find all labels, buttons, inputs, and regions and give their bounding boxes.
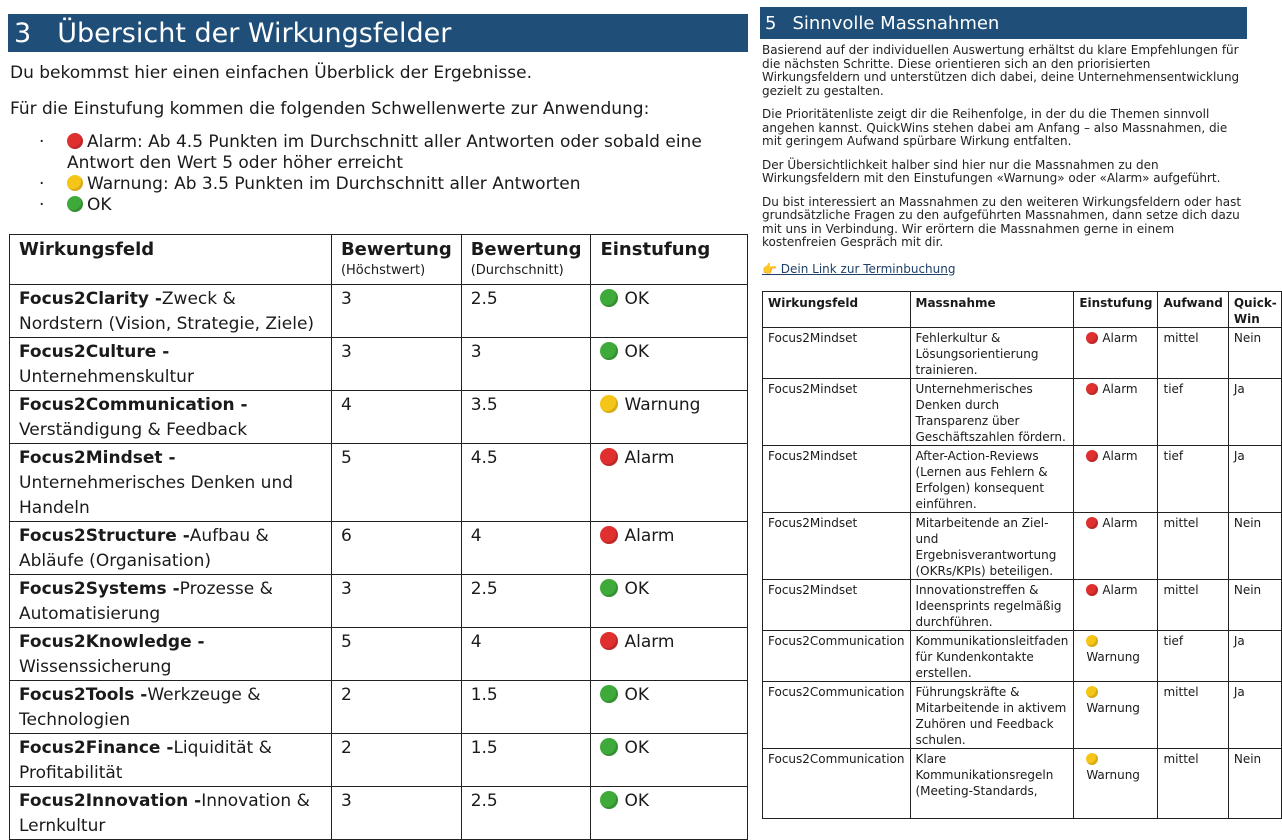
header-rating: Einstufung [591,235,748,285]
table-row [10,575,748,628]
table-row [10,391,748,444]
yellow-circle-icon [1086,635,1098,647]
section-number: 5 [765,12,777,34]
cell-rating: OK [591,734,748,787]
cell-measure: Unternehmerisches Denken durch Transparenz über Geschäftszahlen fördern. [910,379,1074,446]
section-title: Übersicht der Wirkungsfelder [57,17,452,49]
right-page [761,7,1247,276]
table-row [10,444,748,522]
booking-link[interactable]: 👉 Dein Link zur Terminbuchung [762,261,956,276]
green-circle-icon [600,738,618,756]
red-circle-icon [67,133,83,149]
cell-field: Focus2Innovation -Innovation & Lernkultur [10,787,332,840]
cell-quickwin: Ja [1228,446,1281,513]
table-row [763,328,1282,379]
cell-max: 3 [331,285,461,338]
cell-rating: OK [591,787,748,840]
cell-rating: OK [591,681,748,734]
cell-field: Focus2Knowledge -Wissenssicherung [10,628,332,681]
red-circle-icon [1086,450,1098,462]
cell-field: Focus2Mindset [763,446,911,513]
red-circle-icon [600,448,618,466]
threshold-item-ok: · OK [39,195,112,215]
green-circle-icon [600,289,618,307]
threshold-intro: Für die Einstufung kommen die folgenden Schwellenwerte zur Anwendung: [10,99,650,119]
cell-measure: Kommunikationsleitfaden für Kundenkontakte erstellen. [910,631,1074,682]
cell-quickwin: Ja [1228,682,1281,749]
header-field: Wirkungsfeld [763,292,911,328]
cell-field: Focus2Tools -Werkzeuge & Technologien [10,681,332,734]
cell-rating: OK [591,338,748,391]
red-circle-icon [1086,517,1098,529]
green-circle-icon [600,685,618,703]
header-measure: Massnahme [910,292,1074,328]
table-row [10,787,748,840]
header-effort: Aufwand [1158,292,1228,328]
table-row [763,682,1282,749]
table-row [10,522,748,575]
cell-avg: 4.5 [461,444,591,522]
cell-max: 4 [331,391,461,444]
section-number: 3 [14,17,32,49]
cell-effort: mittel [1158,580,1228,631]
cell-rating: Alarm [1074,328,1158,379]
cell-max: 5 [331,444,461,522]
cell-rating: OK [591,285,748,338]
table-row [10,338,748,391]
red-circle-icon [600,526,618,544]
threshold-item-alarm: · Alarm: Ab 4.5 Punkten im Durchschnitt aller Antworten oder sobald eine Antwort den Wert 5 oder höher erreicht [39,132,702,173]
cell-field: Focus2Structure -Aufbau & Abläufe (Organisation) [10,522,332,575]
table-row [763,379,1282,446]
cell-rating: Alarm [1074,513,1158,580]
cell-rating: Alarm [1074,580,1158,631]
table-row [10,681,748,734]
yellow-circle-icon [600,395,618,413]
header-avg: Bewertung (Durchschnitt) [461,235,591,285]
yellow-circle-icon [1086,753,1098,765]
cell-field: Focus2Mindset [763,580,911,631]
cell-rating: Alarm [1074,446,1158,513]
cell-field: Focus2Clarity -Zweck & Nordstern (Vision, Strategie, Ziele) [10,285,332,338]
cell-field: Focus2Culture -Unternehmenskultur [10,338,332,391]
red-circle-icon [1086,332,1098,344]
threshold-list [8,132,748,216]
section-3-heading [8,14,748,52]
section-title: Sinnvolle Massnahmen [792,12,1000,34]
table-row [763,749,1282,819]
red-circle-icon [1086,383,1098,395]
wirkungsfelder-table [9,234,748,840]
cell-avg: 2.5 [461,575,591,628]
cell-quickwin: Ja [1228,631,1281,682]
green-circle-icon [600,579,618,597]
green-circle-icon [600,342,618,360]
cell-rating: Warnung [1074,682,1158,749]
table-row [10,285,748,338]
table-row [10,628,748,681]
cell-rating: Warnung [1074,631,1158,682]
cell-field: Focus2Systems -Prozesse & Automatisierung [10,575,332,628]
cell-field: Focus2Communication [763,682,911,749]
cell-max: 2 [331,681,461,734]
paragraph-1: Basierend auf der individuellen Auswertung erhältst du klare Empfehlungen für die nächsten Schritte. Diese orientieren sich an den priorisierten Wirkungsfeldern und unterstützen dich dabei, deine Unternehmensentwicklung gezielt zu gestalten. [762,43,1240,98]
table-row [10,734,748,787]
cell-field: Focus2Mindset [763,379,911,446]
cell-field: Focus2Communication [763,631,911,682]
cell-rating: Alarm [591,522,748,575]
cell-avg: 3 [461,338,591,391]
table-header-row [763,292,1282,328]
cell-quickwin: Nein [1228,580,1281,631]
massnahmen-table [762,291,1282,819]
cell-rating: OK [591,575,748,628]
cell-effort: mittel [1158,682,1228,749]
cell-measure: Mitarbeitende an Ziel- und Ergebnisverantwortung (OKRs/KPIs) beteiligen. [910,513,1074,580]
header-field: Wirkungsfeld [10,235,332,285]
red-circle-icon [600,632,618,650]
cell-effort: mittel [1158,749,1228,819]
cell-avg: 2.5 [461,787,591,840]
paragraph-2: Die Prioritätenliste zeigt dir die Reihenfolge, in der du die Themen sinnvoll angehen kannst. QuickWins stehen dabei am Anfang – also Massnahmen, die mit geringem Aufwand spürbare Wirkung entfalten. [762,107,1228,148]
red-circle-icon [1086,584,1098,596]
table-row [763,513,1282,580]
header-quickwin: Quick-Win [1228,292,1281,328]
green-circle-icon [600,791,618,809]
table-row [763,631,1282,682]
cell-max: 3 [331,338,461,391]
yellow-circle-icon [1086,686,1098,698]
paragraph-3: Der Übersichtlichkeit halber sind hier nur die Massnahmen zu den Wirkungsfeldern mit den Einstufungen «Warnung» oder «Alarm» aufgeführt. [762,157,1221,185]
cell-measure: Führungskräfte & Mitarbeitende in aktivem Zuhören und Feedback schulen. [910,682,1074,749]
cell-avg: 1.5 [461,734,591,787]
cell-rating: Alarm [1074,379,1158,446]
cell-effort: mittel [1158,328,1228,379]
cell-rating: Warnung [591,391,748,444]
section-5-heading [760,7,1247,39]
cell-max: 2 [331,734,461,787]
cell-effort: tief [1158,631,1228,682]
cell-field: Focus2Finance -Liquidität & Profitabilität [10,734,332,787]
cell-measure: Fehlerkultur & Lösungsorientierung trainieren. [910,328,1074,379]
cell-quickwin: Nein [1228,328,1281,379]
cell-field: Focus2Mindset [763,513,911,580]
cell-measure: Innovationstreffen & Ideensprints regelmäßig durchführen. [910,580,1074,631]
cell-avg: 4 [461,628,591,681]
green-circle-icon [67,196,83,212]
cell-quickwin: Ja [1228,379,1281,446]
cell-field: Focus2Mindset [763,328,911,379]
table-row [763,446,1282,513]
table-row [763,580,1282,631]
cell-measure: After-Action-Reviews (Lernen aus Fehlern & Erfolgen) konsequent einführen. [910,446,1074,513]
threshold-item-warning: · Warnung: Ab 3.5 Punkten im Durchschnitt aller Antworten [39,174,581,194]
cell-rating: Warnung [1074,749,1158,819]
cell-rating: Alarm [591,628,748,681]
cell-avg: 1.5 [461,681,591,734]
cell-field: Focus2Mindset -Unternehmerisches Denken und Handeln [10,444,332,522]
header-max: Bewertung (Höchstwert) [331,235,461,285]
left-page [8,14,748,216]
cell-quickwin: Nein [1228,749,1281,819]
cell-rating: Alarm [591,444,748,522]
cell-effort: mittel [1158,513,1228,580]
cell-effort: tief [1158,446,1228,513]
cell-max: 5 [331,628,461,681]
cell-max: 3 [331,787,461,840]
cell-field: Focus2Communication -Verständigung & Feedback [10,391,332,444]
cell-quickwin: Nein [1228,513,1281,580]
cell-max: 6 [331,522,461,575]
cell-avg: 3.5 [461,391,591,444]
intro-text: Du bekommst hier einen einfachen Überblick der Ergebnisse. [10,63,532,83]
cell-effort: tief [1158,379,1228,446]
cell-avg: 2.5 [461,285,591,338]
paragraph-4: Du bist interessiert an Massnahmen zu den weiteren Wirkungsfeldern oder hast grundsätzliche Fragen zu den aufgeführten Massnahmen, dann setze dich dazu mit uns in Verbindung. Wir erörtern die Massnahmen gerne in einem kostenfreien Gespräch mit dir. [762,194,1242,249]
cell-field: Focus2Communication [763,749,911,819]
cell-measure: Klare Kommunikationsregeln (Meeting-Standards, [910,749,1074,819]
pointing-hand-icon: 👉 [762,261,777,276]
yellow-circle-icon [67,175,83,191]
table-header-row [10,235,748,285]
cell-avg: 4 [461,522,591,575]
header-rating: Einstufung [1074,292,1158,328]
cell-max: 3 [331,575,461,628]
